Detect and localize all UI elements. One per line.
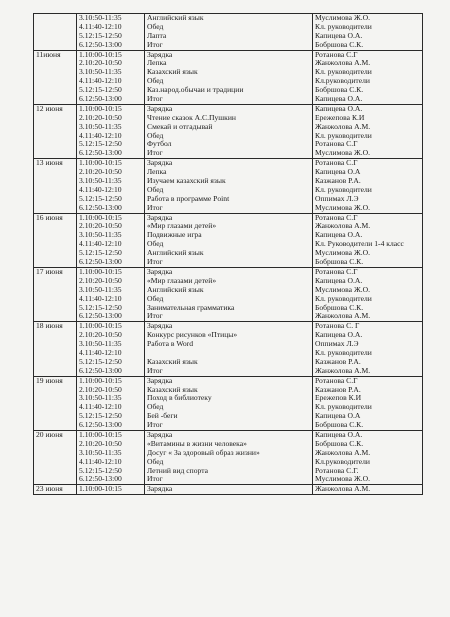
responsible-person: Оппимах Л.Э xyxy=(315,194,359,203)
responsible-person: Ротанова С.Г xyxy=(315,140,358,149)
time-slot: 6.12:50-13:00 xyxy=(79,421,122,430)
time-slot: 4.11:40-12:10 xyxy=(79,131,122,140)
responsible-person: Жанжолова А.М. xyxy=(315,222,371,231)
activity: Итог xyxy=(147,40,163,49)
schedule-table xyxy=(33,13,423,495)
responsible-person: Ережепова К.И xyxy=(315,113,365,122)
activity: Лапта xyxy=(147,31,167,40)
activity: Зарядка xyxy=(147,267,173,276)
activity: Бей -беги xyxy=(147,412,178,421)
responsible-person-cell xyxy=(313,267,423,321)
day-date: 18 июня xyxy=(34,322,77,376)
time-slot: 6.12:50-13:00 xyxy=(79,203,122,212)
activity: Смекай и отгадывай xyxy=(147,122,213,131)
time-slot: 5.12:15-12:50 xyxy=(79,357,122,366)
activity-cell xyxy=(145,430,313,484)
activity: Зарядка xyxy=(147,159,173,168)
responsible-person: Капицева О.А. xyxy=(315,276,363,285)
responsible-person: Бобршова С.К. xyxy=(315,421,364,430)
activity: Итог xyxy=(147,149,163,158)
day-date: 23 июня xyxy=(34,485,77,495)
responsible-person: Ротанова С.Г xyxy=(315,267,358,276)
day-date: 16 июня xyxy=(34,213,77,267)
responsible-person: Капицева О.А. xyxy=(315,95,363,104)
responsible-person: Муслимова Ж.О. xyxy=(315,249,371,258)
responsible-person: Муслимова Ж.О. xyxy=(315,203,371,212)
activity: Английский язык xyxy=(147,249,204,258)
time-slot: 3.10:50-11:35 xyxy=(79,394,122,403)
responsible-person: Кл. руководители xyxy=(315,403,372,412)
time-slot: 1.10:00-10:15 xyxy=(79,159,122,168)
time-slot: 1.10:00-10:15 xyxy=(79,267,122,276)
time-slot-cell xyxy=(77,376,145,430)
table-row xyxy=(34,50,423,104)
responsible-person-cell xyxy=(313,322,423,376)
responsible-person-cell xyxy=(313,14,423,51)
activity: Обед xyxy=(147,457,164,466)
activity: Итог xyxy=(147,312,163,321)
activity: Конкурс рисунков «Птицы» xyxy=(147,331,238,340)
activity: Каз.народ.обычаи и традиции xyxy=(147,86,244,95)
activity-cell xyxy=(145,213,313,267)
table-row xyxy=(34,213,423,267)
time-slot: 1.10:00-10:15 xyxy=(79,485,122,494)
time-slot-cell xyxy=(77,104,145,158)
responsible-person: Жанжолова А.М. xyxy=(315,448,371,457)
time-slot: 4.11:40-12:10 xyxy=(79,240,122,249)
time-slot: 6.12:50-13:00 xyxy=(79,149,122,158)
responsible-person: Кл.руководители xyxy=(315,77,370,86)
activity xyxy=(147,349,310,358)
responsible-person-cell xyxy=(313,213,423,267)
activity: Изучаем казахский язык xyxy=(147,177,226,186)
responsible-person-cell xyxy=(313,104,423,158)
table-row xyxy=(34,322,423,376)
responsible-person: Бобршова С.К. xyxy=(315,86,364,95)
time-slot-cell xyxy=(77,159,145,213)
time-slot: 4.11:40-12:10 xyxy=(79,403,122,412)
time-slot: 3.10:50-11:35 xyxy=(79,285,122,294)
time-slot: 5.12:15-12:50 xyxy=(79,86,122,95)
time-slot: 6.12:50-13:00 xyxy=(79,475,122,484)
responsible-person: Жанжолова А.М. xyxy=(315,122,371,131)
responsible-person-cell xyxy=(313,159,423,213)
responsible-person: Казжанов Р.А. xyxy=(315,177,361,186)
responsible-person: Муслимова Ж.О. xyxy=(315,475,371,484)
table-row xyxy=(34,376,423,430)
responsible-person: Муслимова Ж.О. xyxy=(315,285,371,294)
activity: Обед xyxy=(147,185,164,194)
time-slot-cell xyxy=(77,430,145,484)
responsible-person: Бобршова С.К. xyxy=(315,439,364,448)
time-slot: 6.12:50-13:00 xyxy=(79,40,122,49)
time-slot: 4.11:40-12:10 xyxy=(79,22,122,31)
responsible-person: Кл. руководители xyxy=(315,294,372,303)
time-slot: 4.11:40-12:10 xyxy=(79,457,122,466)
activity: Поход в библиотеку xyxy=(147,394,212,403)
day-date: 12 июня xyxy=(34,104,77,158)
time-slot: 3.10:50-11:35 xyxy=(79,448,122,457)
schedule-body xyxy=(34,14,423,495)
time-slot: 2.10:20-10:50 xyxy=(79,385,122,394)
activity: Обед xyxy=(147,294,164,303)
time-slot: 4.11:40-12:10 xyxy=(79,185,122,194)
responsible-person: Капицева О.А. xyxy=(315,331,363,340)
time-slot: 2.10:20-10:50 xyxy=(79,222,122,231)
activity: «Мир глазами детей» xyxy=(147,222,217,231)
activity: Досуг « За здоровый образ жизни» xyxy=(147,448,260,457)
responsible-person: Кл. Руководители 1-4 класс xyxy=(315,240,404,249)
time-slot-cell xyxy=(77,267,145,321)
activity: «Витамины в жизни человека» xyxy=(147,439,247,448)
time-slot: 3.10:50-11:35 xyxy=(79,340,122,349)
responsible-person: Ротанова С.Г xyxy=(315,50,358,59)
activity: Обед xyxy=(147,403,164,412)
activity: Зарядка xyxy=(147,104,173,113)
activity: Зарядка xyxy=(147,322,173,331)
activity: Обед xyxy=(147,131,164,140)
responsible-person: Кл. руководители xyxy=(315,185,372,194)
table-row xyxy=(34,14,423,51)
activity: Итог xyxy=(147,203,163,212)
time-slot: 1.10:00-10:15 xyxy=(79,430,122,439)
responsible-person: Муслимова Ж.О. xyxy=(315,149,371,158)
time-slot: 5.12:15-12:50 xyxy=(79,194,122,203)
day-date xyxy=(34,14,77,51)
table-row xyxy=(34,159,423,213)
responsible-person: Ротанова С.Г xyxy=(315,159,358,168)
activity: Итог xyxy=(147,258,163,267)
time-slot: 5.12:15-12:50 xyxy=(79,412,122,421)
activity: Обед xyxy=(147,77,164,86)
time-slot: 2.10:20-10:50 xyxy=(79,59,122,68)
activity: Итог xyxy=(147,421,163,430)
time-slot: 3.10:50-11:35 xyxy=(79,231,122,240)
responsible-person: Капицева О.А. xyxy=(315,31,363,40)
activity: «Мир глазами детей» xyxy=(147,276,217,285)
responsible-person: Ротанова С. Г xyxy=(315,322,360,331)
time-slot: 1.10:00-10:15 xyxy=(79,104,122,113)
table-row xyxy=(34,430,423,484)
activity-cell xyxy=(145,159,313,213)
time-slot: 5.12:15-12:50 xyxy=(79,466,122,475)
responsible-person: Ротанова С.Г xyxy=(315,213,358,222)
responsible-person-cell xyxy=(313,50,423,104)
responsible-person: Бобршова С.К. xyxy=(315,258,364,267)
responsible-person: Ротанова С.Г. xyxy=(315,466,359,475)
time-slot: 2.10:20-10:50 xyxy=(79,439,122,448)
activity: Работа в Word xyxy=(147,340,193,349)
time-slot-cell xyxy=(77,322,145,376)
day-date: 19 июня xyxy=(34,376,77,430)
activity-cell xyxy=(145,50,313,104)
responsible-person: Жанжолова А.М. xyxy=(315,59,371,68)
activity: Зарядка xyxy=(147,376,173,385)
responsible-person: Жанжолова А.М. xyxy=(315,366,371,375)
activity: Обед xyxy=(147,240,164,249)
responsible-person: Казжанов Р.А. xyxy=(315,385,361,394)
activity: Итог xyxy=(147,366,163,375)
time-slot: 4.11:40-12:10 xyxy=(79,294,122,303)
activity: Английский язык xyxy=(147,14,204,22)
time-slot: 4.11:40-12:10 xyxy=(79,348,122,357)
responsible-person: Кл. руководители xyxy=(315,131,372,140)
responsible-person-cell xyxy=(313,430,423,484)
activity-cell xyxy=(145,104,313,158)
day-date: 17 июня xyxy=(34,267,77,321)
time-slot: 3.10:50-11:35 xyxy=(79,177,122,186)
activity: Обед xyxy=(147,22,164,31)
activity: Лепка xyxy=(147,168,167,177)
time-slot: 2.10:20-10:50 xyxy=(79,276,122,285)
time-slot: 5.12:15-12:50 xyxy=(79,303,122,312)
responsible-person: Ротанова С.Г xyxy=(315,376,358,385)
activity: Английский язык xyxy=(147,285,204,294)
activity: Зарядка xyxy=(147,50,173,59)
activity-cell xyxy=(145,322,313,376)
activity: Лепка xyxy=(147,59,167,68)
responsible-person: Капицева О.А. xyxy=(315,231,363,240)
time-slot-cell xyxy=(77,14,145,51)
responsible-person: Кл. руководители xyxy=(315,68,372,77)
activity: Чтение сказок А.С.Пушкин xyxy=(147,113,236,122)
responsible-person: Кл. руководители xyxy=(315,22,372,31)
responsible-person: Капицева О.А xyxy=(315,168,361,177)
time-slot: 3.10:50-11:35 xyxy=(79,68,122,77)
time-slot: 5.12:15-12:50 xyxy=(79,140,122,149)
time-slot: 6.12:50-13:00 xyxy=(79,312,122,321)
activity: Подвижные игра xyxy=(147,231,202,240)
responsible-person: Ережепов К.И xyxy=(315,394,362,403)
activity: Занимательная грамматика xyxy=(147,303,235,312)
time-slot: 2.10:20-10:50 xyxy=(79,113,122,122)
activity: Футбол xyxy=(147,140,172,149)
responsible-person: Капицева О.А. xyxy=(315,104,363,113)
time-slot: 6.12:50-13:00 xyxy=(79,258,122,267)
responsible-person-cell xyxy=(313,485,423,495)
activity: Итог xyxy=(147,475,163,484)
responsible-person: Бобршова С.К. xyxy=(315,303,364,312)
responsible-person: Кл. руководители xyxy=(315,348,372,357)
time-slot-cell xyxy=(77,485,145,495)
activity: Зарядка xyxy=(147,485,173,494)
responsible-person: Муслимова Ж.О. xyxy=(315,14,371,22)
activity: Зарядка xyxy=(147,430,173,439)
activity: Работа в программе Point xyxy=(147,194,230,203)
table-row xyxy=(34,485,423,495)
day-date: 13 июня xyxy=(34,159,77,213)
activity: Казахский язык xyxy=(147,357,198,366)
activity-cell xyxy=(145,376,313,430)
time-slot: 3.10:50-11:35 xyxy=(79,14,122,22)
day-date: 20 июня xyxy=(34,430,77,484)
activity: Зарядка xyxy=(147,213,173,222)
time-slot: 1.10:00-10:15 xyxy=(79,376,122,385)
activity-cell xyxy=(145,14,313,51)
time-slot: 4.11:40-12:10 xyxy=(79,77,122,86)
time-slot: 2.10:20-10:50 xyxy=(79,331,122,340)
time-slot: 6.12:50-13:00 xyxy=(79,95,122,104)
time-slot: 2.10:20-10:50 xyxy=(79,168,122,177)
activity: Летний вид спорта xyxy=(147,466,208,475)
time-slot-cell xyxy=(77,213,145,267)
day-date: 11июня xyxy=(34,50,77,104)
responsible-person: Кл.руководители xyxy=(315,457,370,466)
responsible-person: Жанжолова А.М. xyxy=(315,485,371,494)
responsible-person: Бобршова С.К. xyxy=(315,40,364,49)
responsible-person-cell xyxy=(313,376,423,430)
time-slot: 5.12:15-12:50 xyxy=(79,249,122,258)
time-slot: 1.10:00-10:15 xyxy=(79,213,122,222)
time-slot-cell xyxy=(77,50,145,104)
activity: Казахский язык xyxy=(147,385,198,394)
activity: Казахский язык xyxy=(147,68,198,77)
responsible-person: Капицева О.А xyxy=(315,412,361,421)
responsible-person: Казжанов Р.А. xyxy=(315,357,361,366)
table-row xyxy=(34,267,423,321)
activity-cell xyxy=(145,267,313,321)
responsible-person: Оппимах Л.Э xyxy=(315,340,359,349)
activity: Итог xyxy=(147,95,163,104)
time-slot: 5.12:15-12:50 xyxy=(79,31,122,40)
time-slot: 6.12:50-13:00 xyxy=(79,366,122,375)
time-slot: 3.10:50-11:35 xyxy=(79,122,122,131)
activity-cell xyxy=(145,485,313,495)
responsible-person: Капицева О.А. xyxy=(315,430,363,439)
time-slot: 1.10:00-10:15 xyxy=(79,50,122,59)
responsible-person: Жанжолова А.М. xyxy=(315,312,371,321)
table-row xyxy=(34,104,423,158)
time-slot: 1.10:00-10:15 xyxy=(79,322,122,331)
